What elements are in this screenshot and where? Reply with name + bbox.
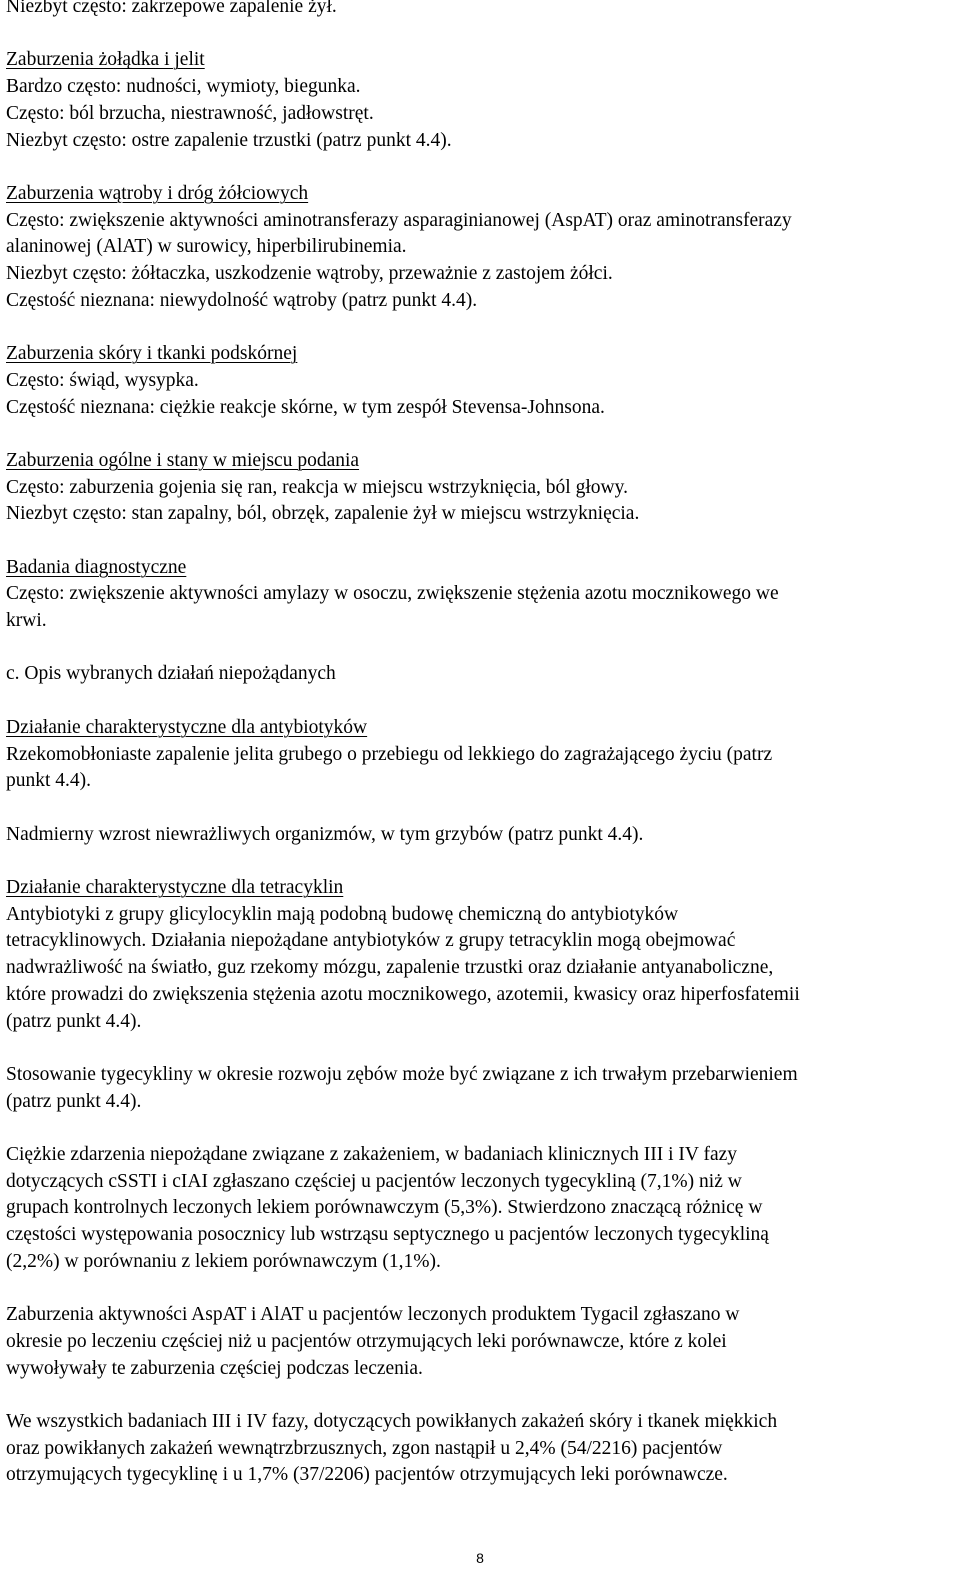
text-line: Niezbyt często: żółtaczka, uszkodzenie wątroby, przeważnie z zastojem żółci. [6,263,613,284]
text-line: (patrz punkt 4.4). [6,1090,142,1112]
paragraph-mortality [6,1409,952,1489]
text-line: Często: zaburzenia gojenia się ran, reakcja w miejscu wstrzyknięcia, ból głowy. [6,476,628,498]
section-heading: Zaburzenia ogólne i stany w miejscu podania [6,449,360,471]
paragraph-infection-events [6,1142,952,1276]
intro-paragraph [6,0,952,21]
text-line: oraz powikłanych zakażeń wewnątrzbrzusznych, zgon nastąpił u 2,4% (54/2216) pacjentów [6,1437,723,1459]
section-heading: Zaburzenia skóry i tkanki podskórnej [6,343,298,365]
subsection-title [6,661,952,688]
text-line: Rzekomobłoniaste zapalenie jelita grubego o przebiegu od lekkiego do zagrażającego życiu (patrz [6,743,773,765]
text-line: krwi. [6,610,47,632]
section-heading: Badania diagnostyczne [6,556,187,578]
text-line: Zaburzenia aktywności AspAT i AlAT u pacjentów leczonych produktem Tygacil zgłaszano w [6,1304,740,1326]
text-line: okresie po leczeniu częściej niż u pacjentów otrzymujących leki porównawcze, które z kolei [6,1330,727,1352]
text-line: Niezbyt często: stan zapalny, ból, obrzęk, zapalenie żył w miejscu wstrzyknięcia. [6,503,640,525]
section-diagnostic-tests [6,555,952,635]
paragraph-teeth-discoloration [6,1062,952,1115]
section-skin [6,341,952,421]
page-number: 8 [476,1550,484,1566]
text-line: nadwrażliwość na światło, guz rzekomy mózgu, zapalenie trzustki oraz działanie antyanaboliczne, [6,957,774,979]
text-line: Ciężkie zdarzenia niepożądane związane z zakażeniem, w badaniach klinicznych III i IV fazy [6,1144,738,1166]
text-line: Niezbyt często: ostre zapalenie trzustki (patrz punkt 4.4). [6,129,452,151]
section-tetracycline-effects [6,875,952,1035]
section-liver [6,181,952,315]
text-line: punkt 4.4). [6,770,92,792]
paragraph-aminotransferases [6,1302,952,1382]
text-line: Często: zwiększenie aktywności aminotransferazy asparaginianowej (AspAT) oraz aminotransferazy [6,209,792,231]
text-line: (2,2%) w porównaniu z lekiem porównawczym (1,1%). [6,1250,441,1272]
paragraph-overgrowth [6,822,952,849]
text-line: Stosowanie tygecykliny w okresie rozwoju zębów może być związane z ich trwałym przebarwieniem [6,1063,798,1085]
text-line: Niezbyt często: zakrzepowe zapalenie żył. [6,0,337,17]
section-heading: Działanie charakterystyczne dla tetracyklin [6,877,344,899]
text-line: alaninowej (AlAT) w surowicy, hiperbilirubinemia. [6,236,407,258]
text-line: (patrz punkt 4.4). [6,1010,142,1032]
section-gastrointestinal [6,47,952,154]
text-line: które prowadzi do zwiększenia stężenia azotu mocznikowego, azotemii, kwasicy oraz hiperfosfatemii [6,983,800,1005]
text-line: Bardzo często: nudności, wymioty, biegunka. [6,76,361,98]
text-line: We wszystkich badaniach III i IV fazy, dotyczących powikłanych zakażeń skóry i tkanek miękkich [6,1411,778,1433]
text-line: Częstość nieznana: niewydolność wątroby (patrz punkt 4.4). [6,289,478,311]
text-line: Nadmierny wzrost niewrażliwych organizmów, w tym grzybów (patrz punkt 4.4). [6,823,644,845]
text-line: c. Opis wybranych działań niepożądanych [6,663,336,685]
text-line: tetracyklinowych. Działania niepożądane antybiotyków z grupy tetracyklin mogą obejmować [6,930,736,952]
section-antibiotic-effects [6,715,952,795]
text-line: Często: świąd, wysypka. [6,369,199,391]
section-heading: Działanie charakterystyczne dla antybiotyków [6,716,368,738]
section-heading: Zaburzenia wątroby i dróg żółciowych [6,182,309,204]
section-general-disorders [6,448,952,528]
text-line: dotyczących cSSTI i cIAI zgłaszano częściej u pacjentów leczonych tygecykliną (7,1%) niż w [6,1170,742,1192]
text-line: otrzymujących tygecyklinę i u 1,7% (37/2206) pacjentów otrzymujących leki porównawcze. [6,1464,728,1486]
text-line: wywoływały te zaburzenia częściej podczas leczenia. [6,1357,423,1379]
text-line: grupach kontrolnych leczonych lekiem porównawczym (5,3%). Stwierdzono znaczącą różnicę w [6,1197,763,1219]
text-line: Często: zwiększenie aktywności amylazy w osoczu, zwiększenie stężenia azotu mocznikowego we [6,583,779,605]
text-line: Antybiotyki z grupy glicylocyklin mają podobną budowę chemiczną do antybiotyków [6,903,679,925]
text-line: Często: ból brzucha, niestrawność, jadłowstręt. [6,102,374,124]
section-heading: Zaburzenia żołądka i jelit [6,49,205,71]
text-line: Częstość nieznana: ciężkie reakcje skórne, w tym zespół Stevensa-Johnsona. [6,396,605,418]
document-page [6,0,952,1516]
text-line: częstości występowania posocznicy lub wstrząsu septycznego u pacjentów leczonych tygecykliną [6,1224,769,1246]
